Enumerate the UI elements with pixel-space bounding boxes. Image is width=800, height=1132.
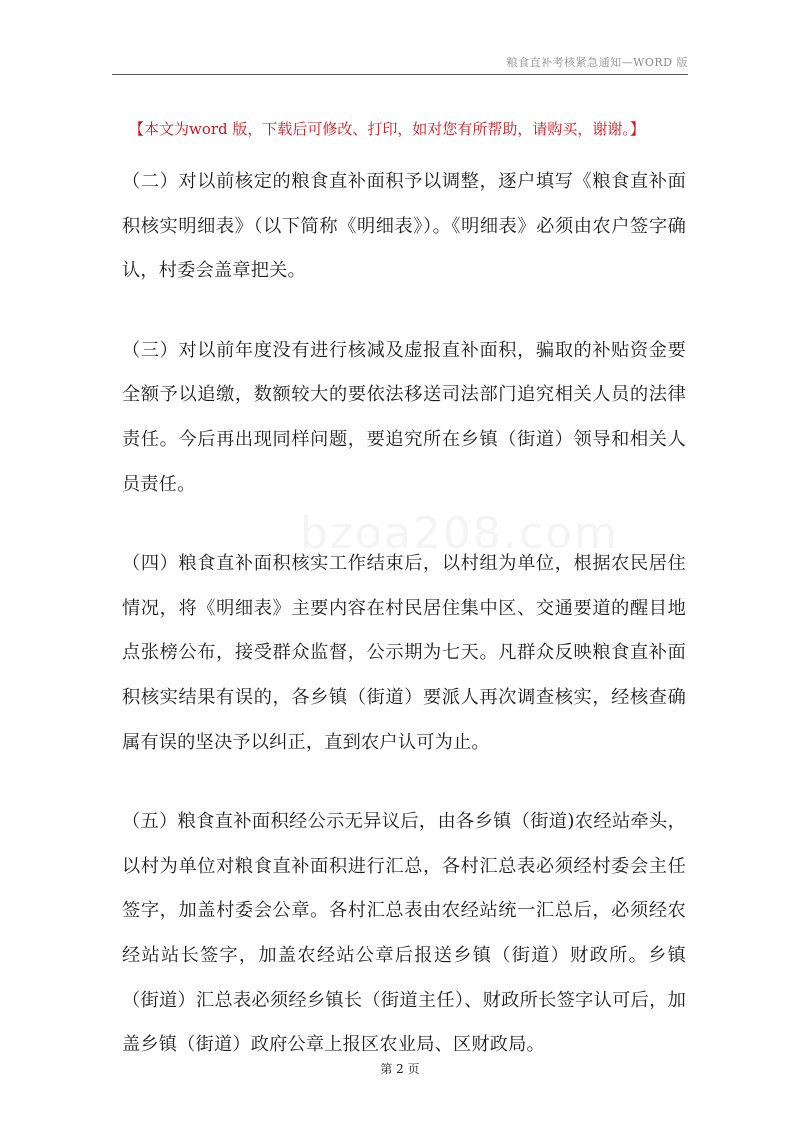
paragraph-2: （二）对以前核定的粮食直补面积予以调整，逐户填写《粮食直补面积核实明细表》（以下简称《明细表》）。《明细表》必须由农户签字确认，村委会盖章把关。 [122,171,686,282]
header-divider [112,74,688,75]
document-header-title: 粮食直补考核紧急通知—WORD 版 [506,56,688,69]
paragraph-5: （五）粮食直补面积经公示无异议后，由各乡镇（街道)农经站牵头，以村为单位对粮食直补面积进行汇总，各村汇总表必须经村委会主任签字，加盖村委会公章。各村汇总表由农经站统一汇总后，必须经农经站站长签字，加盖农经站公章后报送乡镇（街道）财政所。乡镇（街道）汇总表必须经乡镇长（街道主任）、财政所长签字认可后，加盖乡镇（街道）政府公章上报区农业局、区财政局。 [122,811,686,1056]
paragraph-4: （四）粮食直补面积核实工作结束后，以村组为单位，根据农民居住情况，将《明细表》主要内容在村民居住集中区、交通要道的醒目地点张榜公布，接受群众监督，公示期为七天。凡群众反映粮食直补面积核实结果有误的，各乡镇（街道）要派人再次调查核实，经核查确属有误的坚决予以纠正，直到农户认可为止。 [122,553,686,753]
document-body [122,160,686,1068]
download-notice: 【本文为word 版，下载后可修改、打印，如对您有所帮助，请购买，谢谢。】 [129,120,645,138]
paragraph-3: （三）对以前年度没有进行核减及虚报直补面积，骗取的补贴资金要全额予以追缴，数额较大的要依法移送司法部门追究相关人员的法律责任。今后再出现同样问题，要追究所在乡镇（街道）领导和相关人员责任。 [122,339,686,495]
page-number: 第 2 页 [380,1062,420,1076]
